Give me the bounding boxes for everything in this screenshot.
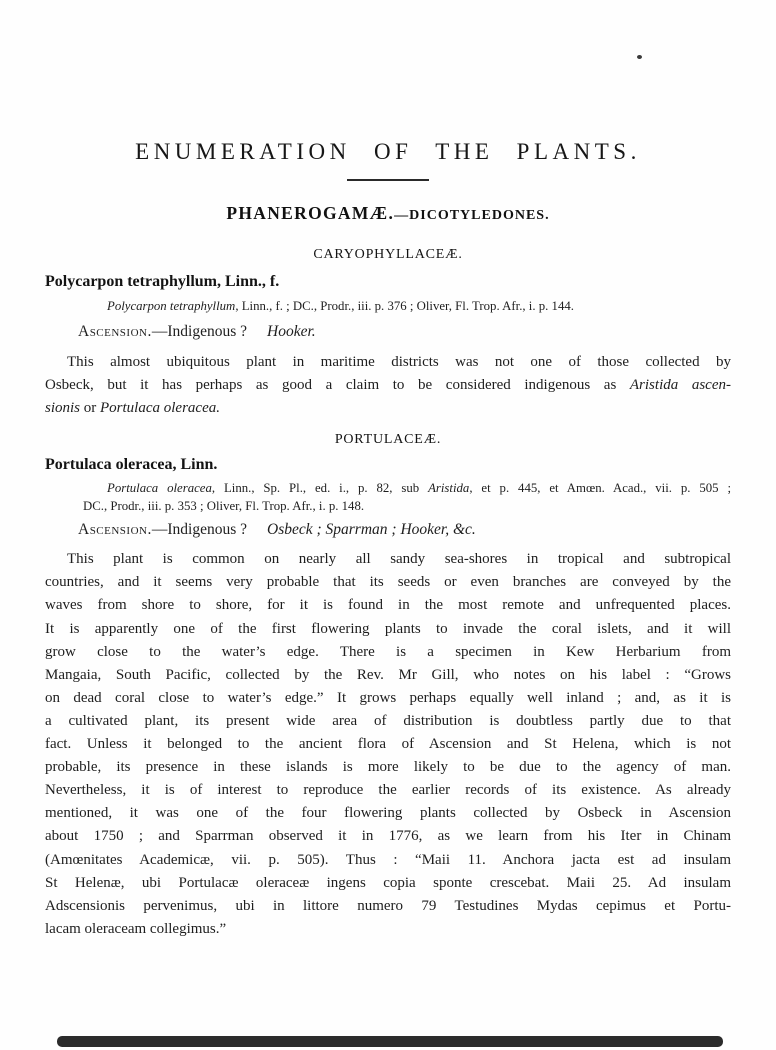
text-line: lacam oleraceam collegimus.” <box>45 920 227 937</box>
text-line: St Helenæ, ubi Portulacæ oleraceæ ingens copia sponte crescebat. Maii 25. Ad insulam <box>45 874 731 891</box>
synonymy-citation <box>45 297 731 315</box>
species-heading: Polycarpon tetraphyllum, Linn., f. <box>45 273 280 290</box>
family-heading: CARYOPHYLLACEÆ. <box>313 247 463 262</box>
page-title: ENUMERATION OF THE PLANTS. <box>135 139 641 164</box>
discussion-paragraph <box>45 548 731 941</box>
discussion-paragraph <box>45 351 731 420</box>
text-line: grow close to the water’s edge. There is a specimen in Kew Herbarium from <box>45 643 731 660</box>
title-divider-rule <box>347 179 429 181</box>
text-line: Nevertheless, it is of interest to reproduce the earlier records of its existence. As already <box>45 782 731 799</box>
group-heading-secondary: —DICOTYLEDONES. <box>394 208 550 223</box>
group-heading-primary: PHANEROGAMÆ. <box>226 203 395 223</box>
text-line: Portulaca oleracea, Linn., Sp. Pl., ed. i., p. 82, sub Aristida, et p. 445, et Amœn. Acad., vii. p. 505 ; <box>107 481 732 496</box>
text-line: It is apparently one of the first flowering plants to invade the coral islets, and it will <box>45 620 731 637</box>
status-text: —Indigenous ? <box>151 521 247 539</box>
text-line: This plant is common on nearly all sandy sea-shores in tropical and subtropical <box>67 551 731 568</box>
text-line: Adscensionis pervenimus, ubi in littore numero 79 Testudines Mydas cepimus et Portu- <box>45 897 731 914</box>
text-line: on dead coral close to water’s edge.” It grows perhaps equally well inland ; and, as it is <box>45 689 731 706</box>
record-authorities: Osbeck ; Sparrman ; Hooker, &c. <box>267 521 476 539</box>
text-line: probable, its presence in these islands is more likely to be due to the agency of man. <box>45 759 731 776</box>
text-line: Osbeck, but it has perhaps as good a claim to be considered indigenous as Aristida ascen- <box>45 377 731 394</box>
page-content <box>45 0 731 941</box>
text-line: waves from shore to shore, for it is found in the most remote and unfrequented places. <box>45 597 731 614</box>
scan-edge-bar-artifact <box>57 1036 723 1047</box>
text-line: sionis or Portulaca oleracea. <box>45 400 220 417</box>
family-heading: PORTULACEÆ. <box>334 432 442 448</box>
section-caryophyllaceae <box>45 246 731 420</box>
text-line: DC., Prodr., iii. p. 353 ; Oliver, Fl. Trop. Afr., i. p. 148. <box>83 499 365 514</box>
taxon-group-heading <box>45 202 731 227</box>
text-line: This almost ubiquitous plant in maritime districts was not one of those collected by <box>67 354 731 370</box>
record-authorities: Hooker. <box>267 323 316 340</box>
text-line: Polycarpon tetraphyllum, Linn., f. ; DC., Prodr., iii. p. 376 ; Oliver, Fl. Trop. Afr., i. p. 144. <box>107 299 574 313</box>
species-heading: Portulaca oleracea, Linn. <box>45 456 218 474</box>
text-line: countries, and it seems very probable that its seeds or even branches are conveyed by the <box>45 574 731 591</box>
locality-name: Ascension. <box>78 521 152 539</box>
locality-record <box>45 520 731 540</box>
section-portulaceae <box>45 431 731 941</box>
status-text: —Indigenous ? <box>151 323 247 340</box>
locality-record <box>45 322 731 342</box>
locality-name: Ascension. <box>78 323 152 340</box>
text-line: about 1750 ; and Sparrman observed it in 1776, as we learn from his Iter in Chinam <box>45 828 731 845</box>
text-line: a cultivated plant, its present wide area of distribution is doubtless partly due to that <box>45 712 731 729</box>
text-line: (Amœnitates Academicæ, vii. p. 505). Thus : “Maii 11. Anchora jacta est ad insulam <box>45 851 731 868</box>
text-line: Mangaia, South Pacific, collected by the Rev. Mr Gill, who notes on his label : “Grows <box>45 666 731 683</box>
text-line: mentioned, it was one of the four flowering plants collected by Osbeck in Ascension <box>45 805 731 822</box>
text-line: fact. Unless it belonged to the ancient flora of Ascension and St Helena, which is not <box>45 736 731 753</box>
synonymy-citation <box>45 479 731 515</box>
